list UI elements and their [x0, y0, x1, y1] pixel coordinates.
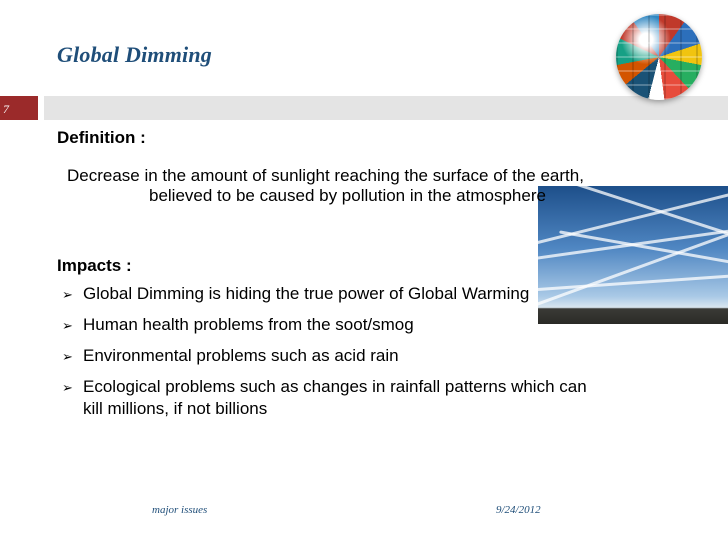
impacts-heading: Impacts : — [57, 256, 132, 275]
definition-line-2: believed to be caused by pollution in the atmosphere — [149, 186, 546, 205]
impact-text: Ecological problems such as changes in rainfall patterns which can — [83, 377, 587, 396]
impact-text-continued: kill millions, if not billions — [83, 399, 268, 418]
definition-line-1: Decrease in the amount of sunlight reaching the surface of the earth, — [67, 166, 584, 185]
flag-globe-icon — [616, 14, 702, 100]
sky-photo — [538, 186, 728, 324]
impact-text: Human health problems from the soot/smog — [83, 315, 414, 334]
impact-text: Global Dimming is hiding the true power of Global Warming — [83, 284, 530, 303]
impact-text: Environmental problems such as acid rain — [83, 346, 399, 365]
footer-topic: major issues — [152, 504, 208, 516]
slide-number: 7 — [3, 102, 9, 116]
arrow-bullet-icon: ➢ — [62, 318, 73, 333]
arrow-bullet-icon: ➢ — [62, 349, 73, 364]
arrow-bullet-icon: ➢ — [62, 380, 73, 395]
definition-heading: Definition : — [57, 128, 146, 147]
slide-title: Global Dimming — [57, 42, 212, 67]
footer-date: 9/24/2012 — [496, 504, 541, 516]
arrow-bullet-icon: ➢ — [62, 287, 73, 302]
